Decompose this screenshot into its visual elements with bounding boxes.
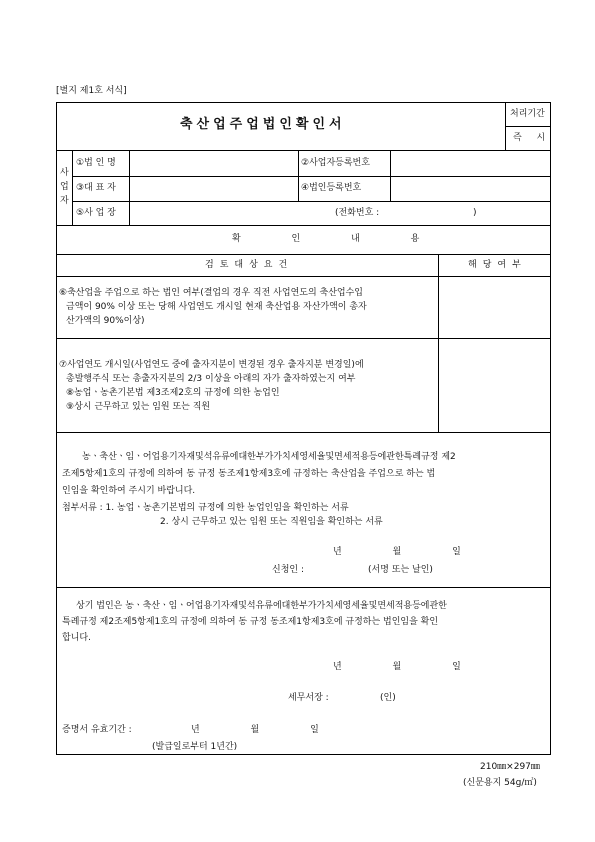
req6-divider	[56, 338, 551, 339]
req7-line-2: 총발행주식 또는 총출자지분의 2/3 이상을 아래의 자가 출자하였는지 여부	[66, 374, 356, 384]
title-divider	[56, 150, 551, 151]
validity-note: (발급일로부터 1년간)	[152, 742, 238, 752]
side-label-char-3: 자	[60, 196, 69, 206]
validity-date: 년 월 일	[191, 725, 343, 735]
representative-label: ③대 표 자	[76, 183, 116, 193]
applicable-col-line	[438, 254, 439, 432]
applicant-bottom-divider	[56, 225, 551, 226]
certify-date: 년 월 일	[333, 662, 485, 672]
req7-item-8: ⑧농업ㆍ농촌기본법 제3조제2호의 규정에 의한 농업인	[66, 388, 280, 398]
certify-line-2: 특례규정 제2조제5항제1호의 규정에 의하여 동 규정 동조제1항제3호에 규정하는 법인임을 확인	[62, 617, 439, 627]
req7-line-1: ⑦사업연도 개시일(사업연도 중에 출자지분이 변경된 경우 출자지분 변경일)에	[59, 360, 364, 370]
form-frame	[56, 102, 551, 755]
sign-note: (서명 또는 날인)	[368, 565, 433, 575]
req6-line-3: 산가액의 90%이상)	[66, 316, 145, 326]
biz-reg-label: ②사업자등록번호	[301, 158, 370, 168]
attachment-2: 2. 상시 근무하고 있는 임원 또는 직원임을 확인하는 서류	[160, 517, 383, 527]
attachment-1: 첨부서류 : 1. 농업ㆍ농촌기본법의 규정에 의한 농업인임을 확인하는 서류	[62, 503, 349, 513]
req7-item-9: ⑨상시 근무하고 있는 임원 또는 직원	[66, 402, 211, 412]
validity-label: 증명서 유효기간 :	[62, 725, 132, 735]
seal-mark: (인)	[380, 693, 396, 703]
form-number-label: [별지 제1호 서식]	[56, 86, 127, 96]
review-requirements-header: 검토대상요건	[205, 260, 294, 270]
req6-line-2: 금액이 90% 이상 또는 당해 사업연도 개시일 현재 축산업용 자산가액이 총자	[66, 302, 367, 312]
label-col-line-2	[390, 150, 391, 201]
certify-line-3: 합니다.	[62, 633, 91, 643]
request-line-2: 조제5항제1호의 규정에 의하여 동 규정 동조제1항제3호에 규정하는 축산업을 주업으로 하는 법	[62, 469, 436, 479]
applicant-row-divider-2	[72, 201, 551, 202]
review-header-divider	[56, 276, 551, 277]
paper-size: 210㎜×297㎜	[480, 762, 540, 772]
side-label-char-2: 업	[60, 182, 69, 192]
side-label-char-1: 사	[60, 168, 69, 178]
request-bottom-divider	[56, 587, 551, 588]
confirm-header-divider	[56, 254, 551, 255]
request-line-1: 농ㆍ축산ㆍ임ㆍ어업용기자재및석유류에대한부가가치세영세율및면세적용등에관한특례규정 제2	[82, 452, 456, 462]
confirm-content-header: 확 인 내 용	[232, 234, 444, 244]
request-line-3: 인임을 확인하여 주시기 바랍니다.	[62, 486, 196, 496]
requirements-bottom-divider	[56, 432, 551, 433]
applicant-sign-label: 신청인 :	[272, 565, 304, 575]
corp-reg-label: ④법인등록번호	[301, 183, 362, 193]
applicant-row-divider-1	[72, 176, 551, 177]
processing-period-label: 처리기간	[510, 109, 545, 119]
business-site-label: ⑤사 업 장	[76, 208, 116, 218]
phone-close-paren: )	[473, 208, 477, 218]
req6-line-1: ⑥축산업을 주업으로 하는 법인 여부(결업의 경우 직전 사업연도의 축산업수입	[59, 288, 363, 298]
tax-office-chief-label: 세무서장 :	[288, 693, 329, 703]
label-col-line-1	[129, 150, 130, 225]
paper-type: (신문용지 54g/㎡)	[463, 778, 537, 788]
processing-period-value: 즉 시	[513, 133, 552, 143]
processing-divider	[505, 126, 551, 127]
applicable-header: 해당여부	[468, 260, 527, 270]
phone-label: (전화번호 :	[335, 208, 380, 218]
certify-line-1: 상기 법인은 농ㆍ축산ㆍ임ㆍ어업용기자재및석유류에대한부가가치세영세율및면세적용등에관한	[76, 601, 447, 611]
processing-box-line	[505, 102, 506, 150]
document-title: 축산업주업법인확인서	[180, 117, 346, 132]
mid-col-line	[298, 150, 299, 201]
corp-name-label: ①법 인 명	[76, 158, 116, 168]
side-label-line	[72, 150, 73, 225]
request-date: 년 월 일	[333, 547, 485, 557]
